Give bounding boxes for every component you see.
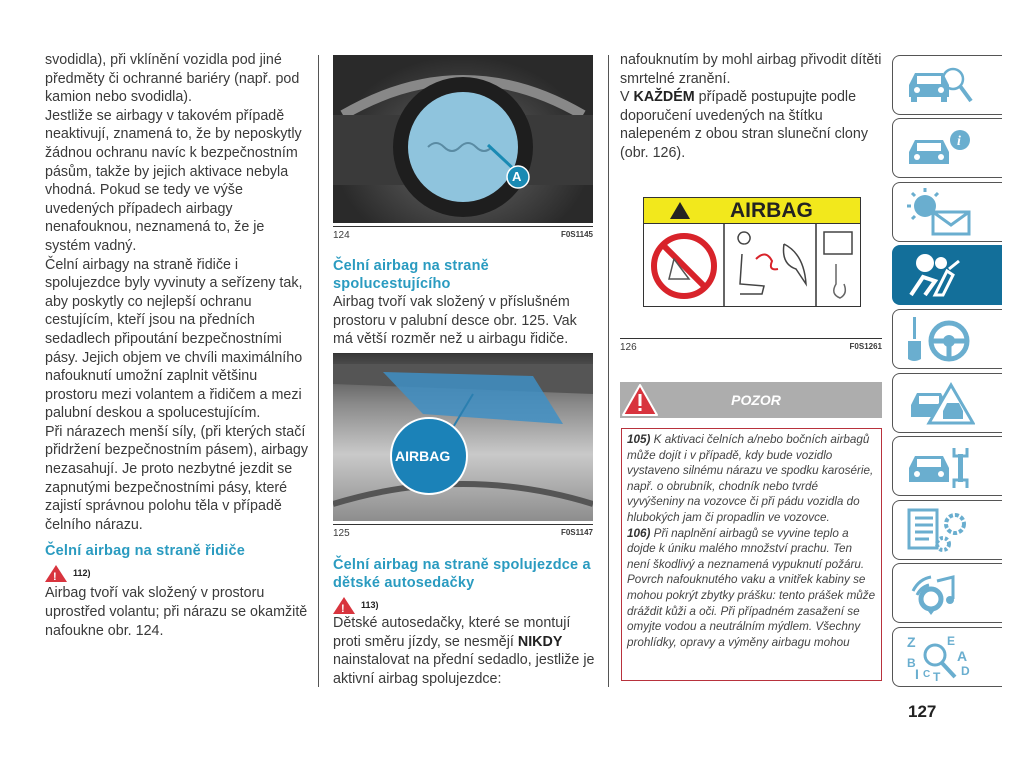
index-search-icon	[905, 633, 975, 681]
note-106: 106) Při naplnění airbagů se vyvine teplo a dojde k úniku malého množství prachu. Ten není škodlivý a neznamená vypuknutí požáru. Povrch nafouknutého vaku a vnitřek kabiny se mohou pokrýt zbytky prášku: tento prášek může dráždit kůži a oči. Při případném zasažení se omyjte vodou a neutrálním mýdlem. Všechny prohlídky, opravy a výměny airbagu mohou	[627, 526, 876, 649]
sidebar-tab-lights-messages[interactable]	[892, 182, 1002, 242]
sidebar-tab-safety-airbag[interactable]	[892, 245, 1002, 305]
car-wrench-icon	[905, 442, 975, 490]
label-title: AIRBAG	[730, 198, 813, 222]
column-1	[45, 51, 310, 640]
svg-text:B: B	[907, 656, 916, 670]
warning-icon	[620, 382, 660, 418]
sidebar-tab-technical-data[interactable]	[892, 500, 1002, 560]
figure-number: 125	[333, 528, 350, 539]
figure-marker: AIRBAG	[395, 448, 451, 464]
figure-code: F0S1145	[560, 230, 593, 239]
paragraph: Dětské autosedačky, které se montují proti směru jízdy, se nesmějí NIKDY nainstalovat na přední sedadlo, jestliže je aktivní airbag spolujezdce:	[333, 615, 595, 687]
pozor-label: POZOR	[731, 392, 781, 408]
page-number: 127	[908, 702, 937, 721]
sidebar-tab-maintenance[interactable]	[892, 436, 1002, 496]
warning-notes-box	[621, 428, 882, 681]
svg-text:C: C	[923, 669, 931, 680]
svg-text:T: T	[933, 670, 941, 681]
warning-icon: !	[45, 565, 67, 582]
paragraph: Při nárazech menší síly, (při kterých stačí přidržení bezpečnostním pásem), airbagy nezasahují. Je proto nezbytné jezdit se zapnutými bezpečnostními pásy, které zajistí správnou polohu těla v případě čelního nárazu.	[45, 423, 309, 533]
figure-126-airbag-warning-label	[643, 197, 861, 307]
warning-reference[interactable]: ! 113)	[333, 596, 595, 614]
paragraph: nafouknutím by mohl airbag přivodit dítěti smrtelné zranění.	[620, 52, 882, 87]
paragraph: svodidla), při vklínění vozidla pod jiné předměty či ochranné bariéry (např. pod kamion nebo svodidla).	[45, 52, 300, 106]
paragraph: Jestliže se airbagy v takovém případě neaktivují, znamená to, že by neposkytly žádnou ochranu navíc k bezpečnostním pásům, takže by jejich aktivace nebyla vhodná. Pokud se tedy ve výše uvedených případech airbagy nenafouknou, neznamená to, že je systém vadný.	[45, 107, 302, 254]
svg-text:D: D	[961, 664, 970, 678]
column-divider	[608, 55, 609, 687]
section-heading-child-seat: Čelní airbag na straně spolujezdce a dětské autosedačky	[333, 557, 591, 591]
svg-text:E: E	[947, 634, 956, 648]
label-pictograms	[644, 224, 861, 306]
figure-number: 126	[620, 342, 637, 353]
figure-124-steering-wheel	[333, 55, 593, 223]
column-divider	[318, 55, 319, 687]
section-heading-driver-airbag: Čelní airbag na straně řidiče	[45, 543, 246, 560]
column-3	[620, 51, 882, 163]
key-steering-wheel-icon	[905, 315, 975, 363]
section-heading-passenger-airbag: Čelní airbag na straně spolucestujícího	[333, 258, 489, 292]
label-header	[644, 198, 860, 224]
figure-marker: A	[512, 169, 522, 184]
specs-gears-icon	[905, 506, 975, 554]
car-warning-icon	[905, 379, 975, 427]
sidebar-tab-starting-driving[interactable]	[892, 309, 1002, 369]
figure-number: 124	[333, 230, 350, 241]
paragraph: Airbag tvoří vak složený v prostoru uprostřed volantu; při nárazu se okamžitě nafoukne obr. 124.	[45, 585, 308, 639]
column-2-section-2	[333, 556, 595, 688]
sidebar-tab-car-info[interactable]	[892, 118, 1002, 178]
figure-125-caption	[333, 524, 593, 539]
warning-reference[interactable]: ! 112)	[45, 564, 310, 582]
svg-text:i: i	[957, 134, 961, 149]
sidebar-tab-car-search[interactable]	[892, 55, 1002, 115]
sidebar-tab-multimedia[interactable]	[892, 563, 1002, 623]
svg-text:Z: Z	[907, 634, 916, 650]
paragraph: Airbag tvoří vak složený v příslušném prostoru v palubní desce obr. 125. Vak má větší rozměr než u airbagu řidiče.	[333, 294, 577, 348]
pozor-warning-header	[620, 382, 882, 418]
car-search-icon	[905, 61, 975, 109]
paragraph: V KAŽDÉM případě postupujte podle doporučení uvedených na štítku nalepeném z obou stran sluneční clony (obr. 126).	[620, 89, 868, 161]
figure-code: F0S1261	[849, 342, 882, 351]
airbag-seat-icon	[905, 251, 975, 299]
figure-126-caption	[620, 338, 882, 353]
sidebar-tab-emergency[interactable]	[892, 373, 1002, 433]
figure-125-dashboard	[333, 353, 593, 521]
sidebar-tab-index[interactable]	[892, 627, 1002, 687]
lights-message-icon	[905, 188, 975, 236]
car-info-icon	[905, 124, 975, 172]
note-105: 105) K aktivaci čelních a/nebo bočních airbagů může dojít i v případě, kdy bude vozidlo vystaveno silnému nárazu ve spodku karosérie, např. o obrubník, chodník nebo tvrdé vyvýšeniny na vozovce či při pádu vozidla do hlubokých jam či propadlin ve vozovce.	[627, 433, 874, 524]
multimedia-icon	[905, 569, 975, 617]
svg-text:A: A	[957, 648, 968, 664]
figure-124-caption	[333, 226, 593, 241]
figure-code: F0S1147	[560, 528, 593, 537]
warning-triangle-icon	[670, 202, 690, 219]
svg-text:I: I	[915, 666, 919, 681]
paragraph: Čelní airbagy na straně řidiče i spolujezdce byly vyvinuty a seřízeny tak, aby poskytly co nejlepší ochranu cestujícím, kteří jsou na předních sedadlech připoutání bezpečnostními pásy. Jejich objem ve chvíli maximálního nafouknutí umožní zaplnit většinu prostoru mezi volantem a řidičem a mezi palubní deskou a spolucestujícím.	[45, 256, 303, 422]
warning-icon: !	[333, 597, 355, 614]
column-2-section-1	[333, 257, 595, 349]
